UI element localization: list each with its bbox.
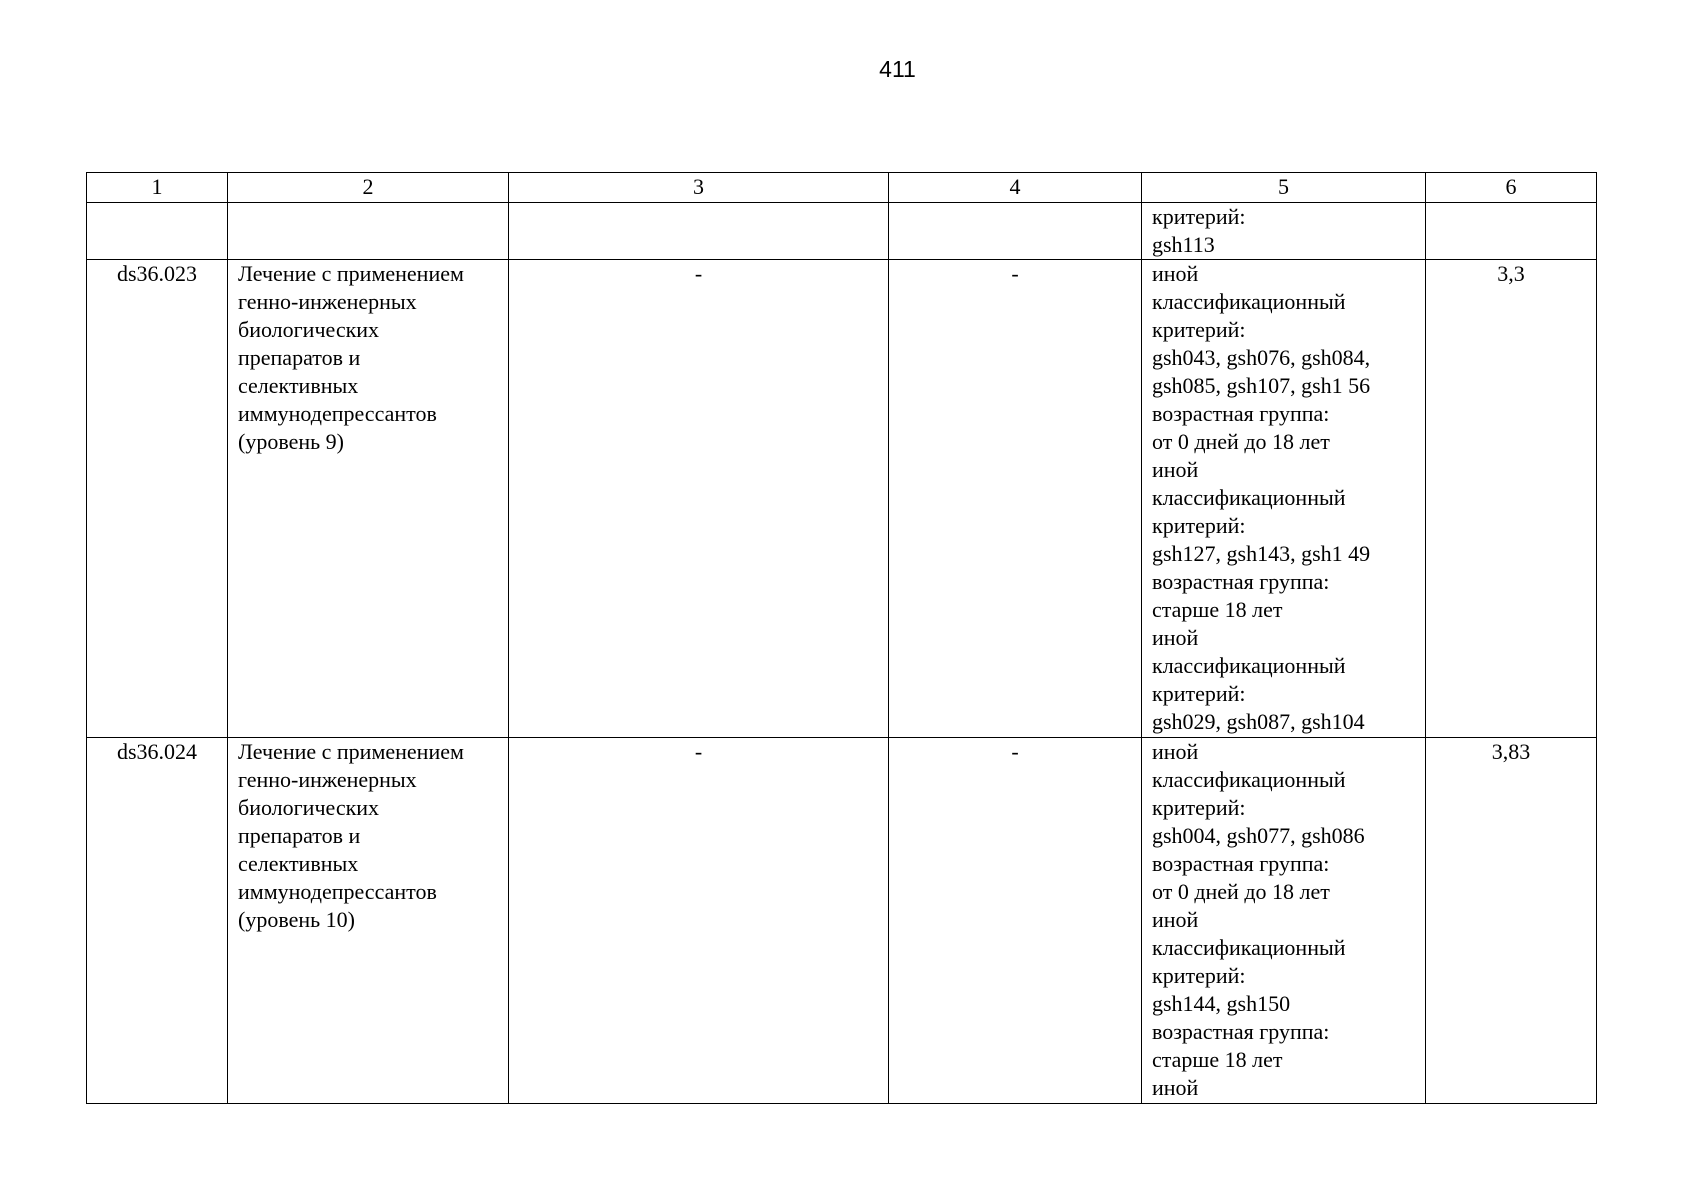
table-header-row xyxy=(87,173,1597,203)
criteria-line: иной xyxy=(1152,1075,1199,1100)
criteria-line: критерий: xyxy=(1152,317,1246,342)
table-row xyxy=(87,738,1597,1104)
criteria-line: от 0 дней до 18 лет xyxy=(1152,429,1330,454)
criteria-line: иной xyxy=(1152,625,1199,650)
criteria-line: иной xyxy=(1152,457,1199,482)
criteria-line: критерий: xyxy=(1152,795,1246,820)
name-line: иммунодепрессантов xyxy=(238,879,437,904)
header-cell-1: 1 xyxy=(87,173,228,203)
criteria-line: gsh113 xyxy=(1152,232,1215,257)
table-row xyxy=(87,260,1597,738)
code-cell: ds36.023 xyxy=(87,260,228,738)
criteria-line: возрастная группа: xyxy=(1152,401,1330,426)
criteria-line: gsh085, gsh107, gsh1 56 xyxy=(1152,373,1371,398)
header-cell-6: 6 xyxy=(1426,173,1597,203)
criteria-line: критерий: xyxy=(1152,513,1246,538)
tariff-table xyxy=(86,172,1597,1104)
name-line: (уровень 10) xyxy=(238,907,355,932)
criteria-line: gsh029, gsh087, gsh104 xyxy=(1152,709,1365,734)
name-line: Лечение с применением xyxy=(238,739,464,764)
name-cell xyxy=(228,738,509,1104)
name-cell xyxy=(228,203,509,260)
criteria-line: старше 18 лет xyxy=(1152,597,1283,622)
criteria-line: критерий: xyxy=(1152,204,1246,229)
col4-cell: - xyxy=(889,260,1142,738)
coef-cell: 3,83 xyxy=(1426,738,1597,1104)
name-line: (уровень 9) xyxy=(238,429,344,454)
code-cell xyxy=(87,203,228,260)
criteria-line: от 0 дней до 18 лет xyxy=(1152,879,1330,904)
criteria-line: возрастная группа: xyxy=(1152,851,1330,876)
name-line: препаратов и xyxy=(238,823,361,848)
criteria-line: иной xyxy=(1152,907,1199,932)
criteria-line: gsh144, gsh150 xyxy=(1152,991,1291,1016)
criteria-cell xyxy=(1142,260,1426,738)
criteria-line: иной xyxy=(1152,261,1199,286)
col3-cell: - xyxy=(509,260,889,738)
header-cell-5: 5 xyxy=(1142,173,1426,203)
criteria-line: классификационный xyxy=(1152,767,1346,792)
name-line: селективных xyxy=(238,373,359,398)
criteria-line: gsh004, gsh077, gsh086 xyxy=(1152,823,1365,848)
name-line: генно-инженерных xyxy=(238,289,417,314)
criteria-line: критерий: xyxy=(1152,963,1246,988)
criteria-line: классификационный xyxy=(1152,289,1346,314)
criteria-line: старше 18 лет xyxy=(1152,1047,1283,1072)
table-row xyxy=(87,203,1597,260)
criteria-line: возрастная группа: xyxy=(1152,569,1330,594)
criteria-line: gsh043, gsh076, gsh084, xyxy=(1152,345,1371,370)
criteria-cell xyxy=(1142,203,1426,260)
name-line: биологических xyxy=(238,317,380,342)
criteria-line: классификационный xyxy=(1152,653,1346,678)
header-cell-3: 3 xyxy=(509,173,889,203)
criteria-line: классификационный xyxy=(1152,935,1346,960)
name-line: Лечение с применением xyxy=(238,261,464,286)
code-cell: ds36.024 xyxy=(87,738,228,1104)
criteria-line: возрастная группа: xyxy=(1152,1019,1330,1044)
name-line: препаратов и xyxy=(238,345,361,370)
header-cell-2: 2 xyxy=(228,173,509,203)
criteria-line: критерий: xyxy=(1152,681,1246,706)
col4-cell: - xyxy=(889,738,1142,1104)
criteria-line: иной xyxy=(1152,739,1199,764)
coef-cell xyxy=(1426,203,1597,260)
name-line: биологических xyxy=(238,795,380,820)
name-line: селективных xyxy=(238,851,359,876)
criteria-line: классификационный xyxy=(1152,485,1346,510)
name-line: генно-инженерных xyxy=(238,767,417,792)
name-line: иммунодепрессантов xyxy=(238,401,437,426)
header-cell-4: 4 xyxy=(889,173,1142,203)
criteria-cell xyxy=(1142,738,1426,1104)
col3-cell xyxy=(509,203,889,260)
col4-cell xyxy=(889,203,1142,260)
page-number: 411 xyxy=(879,56,916,82)
criteria-line: gsh127, gsh143, gsh1 49 xyxy=(1152,541,1371,566)
col3-cell: - xyxy=(509,738,889,1104)
coef-cell: 3,3 xyxy=(1426,260,1597,738)
name-cell xyxy=(228,260,509,738)
